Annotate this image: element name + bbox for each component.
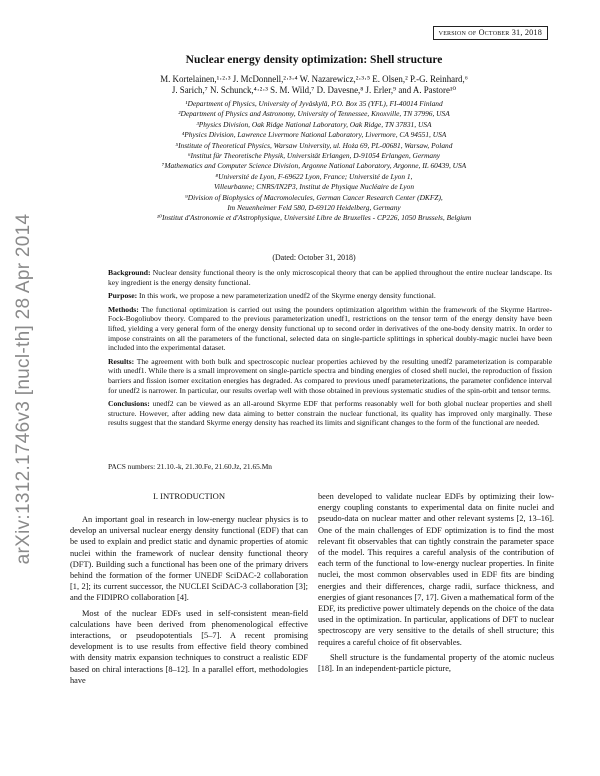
right-column: [318, 491, 554, 674]
abstract-text: In this work, we propose a new parameterization unedf2 of the Skyrme energy density functional.: [137, 291, 436, 301]
version-label: version of October 31, 2018: [433, 26, 548, 40]
affiliation: ⁹Division of Biophysics of Macromolecules, German Cancer Research Center (DKFZ),: [185, 192, 443, 202]
pacs-numbers: PACS numbers: 21.10.-k, 21.30.Fe, 21.60.Jz, 21.65.Mn: [108, 462, 272, 471]
author-line: J. Sarich,⁷ N. Schunck,⁴·²·³ S. M. Wild,⁷ D. Davesne,⁸ J. Erler,⁹ and A. Pastore¹⁰: [171, 85, 457, 96]
author-line: M. Kortelainen,¹·²·³ J. McDonnell,²·³·⁴ W. Nazarewicz,²·³·⁵ E. Olsen,² P.-G. Reinhard,⁶: [160, 74, 468, 84]
abstract-paragraph: [108, 357, 552, 395]
affiliation: ²Department of Physics and Astronomy, University of Tennessee, Knoxville, TN 37996, USA: [178, 109, 450, 119]
abstract-label: Conclusions:: [108, 399, 150, 409]
affiliation: ⁸Université de Lyon, F-69622 Lyon, France; Université de Lyon 1,: [215, 171, 413, 181]
abstract-paragraph: [108, 268, 552, 287]
arxiv-stamp-text: arXiv:1312.1746v3 [nucl-th] 28 Apr 2014: [13, 213, 34, 565]
affiliation: ⁶Institut für Theoretische Physik, Universität Erlangen, D-91054 Erlangen, Germany: [187, 151, 441, 161]
affiliation: Im Neuenheimer Feld 580, D-69120 Heidelberg, Germany: [227, 203, 401, 213]
affiliation-list: [70, 99, 558, 224]
section-heading: I. INTRODUCTION: [152, 491, 226, 501]
body-paragraph: Most of the nuclear EDFs used in self-consistent mean-field calculations have been derived from phenomenological effective interactions, or pseudopotentials [5–7]. A recent promising development is to use results from effective field theory combined with density matrix expansion techniques to construct a realistic EDF based on chiral interactions [8–12]. In a parallel effort, methodologies have: [70, 608, 308, 685]
abstract-label: Methods:: [108, 304, 139, 314]
abstract-text: Nuclear density functional theory is the only microscopical theory that can be applied throughout the entire nuclear landscape. Its key ingredient is the energy density functional.: [108, 268, 552, 287]
body-paragraph: Shell structure is the fundamental property of the atomic nucleus [18]. In an independent-particle picture,: [318, 652, 554, 674]
dated-line: (Dated: October 31, 2018): [272, 253, 356, 262]
affiliation: ⁷Mathematics and Computer Science Division, Argonne National Laboratory, Argonne, IL 60439, USA: [161, 161, 467, 171]
abstract-text: unedf2 can be viewed as an all-around Skyrme EDF that performs reasonably well for both global nuclear properties and shell structure. However, after adding new data aiming to better constrain the nuclear functional, its quality has improved only marginally. These results suggest that the standard Skyrme energy density has reached its limits and significant changes to the form of the functional are needed.: [108, 399, 552, 428]
abstract-text: The agreement with both bulk and spectroscopic nuclear properties achieved by the resulting unedf2 parameterization is comparable with unedf1. While there is a small improvement on single-particle spectra and binding energies of closed shell nuclei, the reproduction of fission barriers and fission isomer excitation energies has degraded. As compared to previous unedf parameterizations, the parameter confidence interval for unedf2 is narrower. In particular, our results overlap well with those obtained in previous systematic studies of the spin-orbit and tensor terms.: [108, 356, 552, 395]
left-column: [70, 514, 308, 686]
affiliation: ⁵Institute of Theoretical Physics, Warsaw University, ul. Hoża 69, PL-00681, Warsaw, Poland: [175, 140, 453, 150]
abstract-paragraph: [108, 305, 552, 353]
author-list: [70, 74, 558, 97]
paper-title: Nuclear energy density optimization: Shell structure: [185, 54, 443, 66]
abstract-text: The functional optimization is carried out using the pounders optimization algorithm within the framework of the Skyrme Hartree-Fock-Bogoliubov theory. Compared to the previous parameterization unedf1, restrictions on the tensor term of the energy density have been lifted, yielding a very general form of the energy density functional up to second order in derivatives of the one-body density matrix. In order to impose constraints on all the parameters of the functional, selected data on single-particle splittings in spherical doubly-magic nuclei have been included into the experimental dataset.: [108, 304, 552, 353]
abstract-label: Results:: [108, 356, 135, 366]
affiliation: ¹⁰Institut d'Astronomie et d'Astrophysique, Université Libre de Bruxelles - CP226, 1050 Brussels, Belgium: [156, 213, 472, 223]
affiliation: ¹Department of Physics, University of Jyväskylä, P.O. Box 35 (YFL), FI-40014 Finland: [185, 99, 443, 108]
abstract-label: Background:: [108, 268, 151, 277]
abstract: [108, 268, 552, 432]
abstract-label: Purpose:: [108, 291, 138, 301]
abstract-paragraph: [108, 399, 552, 428]
abstract-paragraph: [108, 291, 552, 301]
arxiv-stamp: [6, 208, 42, 570]
body-paragraph: been developed to validate nuclear EDFs by optimizing their low-energy coupling constants to experimental data on finite nuclei and pseudo-data on nuclear matter and other relevant systems [2, 13–16]. One of the main challenges of EDF optimization is to find the most relevant fit observables that can tightly constrain the parameter space of the model. This requires a careful analysis of the contribution of each term of the functional to low-energy nuclear properties. In finite nuclei, the most common observables used in EDF fits are binding energies and their differences, charge radii, surface thickness, and energies of giant resonances [7, 17]. Given a mathematical form of the EDF, its predictive power ultimately depends on the choice of the data used in the optimization. In particular, applications of DFT to nuclear spectroscopy are very sensitive to the details of shell structure; this requires a careful choice of fit observables.: [318, 492, 554, 647]
body-paragraph: An important goal in research in low-energy nuclear physics is to develop an universal nuclear energy density functional (EDF) that can be used to explain and predict static and dynamic properties of atomic nuclei within the framework of nuclear density functional theory (DFT). Building such a functional has been one of the primary drivers behind the formation of the former UNEDF SciDAC-2 collaboration [1, 2]; its current successor, the NUCLEI SciDAC-3 collaboration [3]; and the FIDIPRO collaboration [4].: [70, 515, 308, 603]
affiliation: Villeurbanne; CNRS/IN2P3, Institut de Physique Nucléaire de Lyon: [213, 182, 415, 192]
affiliation: ³Physics Division, Oak Ridge National Laboratory, Oak Ridge, TN 37831, USA: [196, 119, 432, 129]
affiliation: ⁴Physics Division, Lawrence Livermore National Laboratory, Livermore, CA 94551, USA: [181, 130, 447, 140]
